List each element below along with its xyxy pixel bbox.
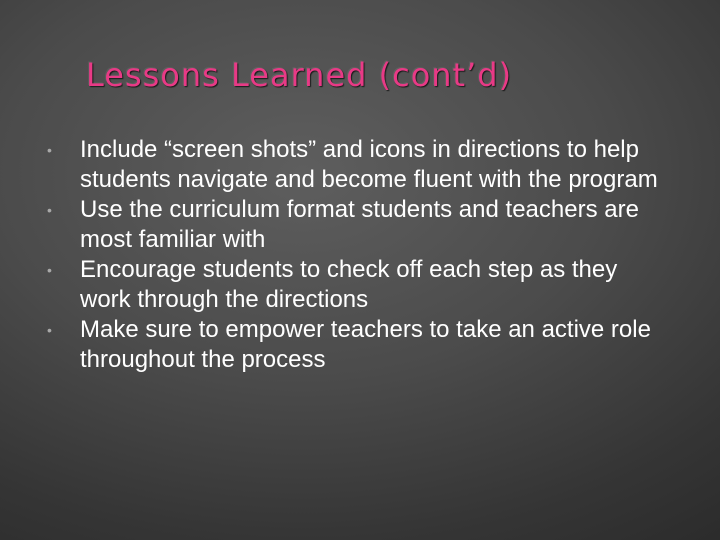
bullet-dot-icon: • xyxy=(47,202,52,218)
bullet-item xyxy=(0,195,660,255)
bullet-text: Make sure to empower teachers to take an active role throughout the process xyxy=(80,316,651,373)
bullet-text: Use the curriculum format students and teachers are most familiar with xyxy=(80,196,639,253)
bullet-dot-icon: • xyxy=(47,142,52,158)
bullet-list xyxy=(0,135,720,375)
bullet-text: Include “screen shots” and icons in directions to help students navigate and become fluent with the program xyxy=(80,136,658,193)
bullet-item xyxy=(0,255,660,315)
bullet-dot-icon: • xyxy=(47,262,52,278)
slide-title: Lessons Learned (cont’d) xyxy=(86,56,513,94)
bullet-text: Encourage students to check off each step as they work through the directions xyxy=(80,256,618,313)
bullet-item xyxy=(0,315,660,375)
bullet-dot-icon: • xyxy=(47,322,52,338)
bullet-item xyxy=(0,135,660,195)
